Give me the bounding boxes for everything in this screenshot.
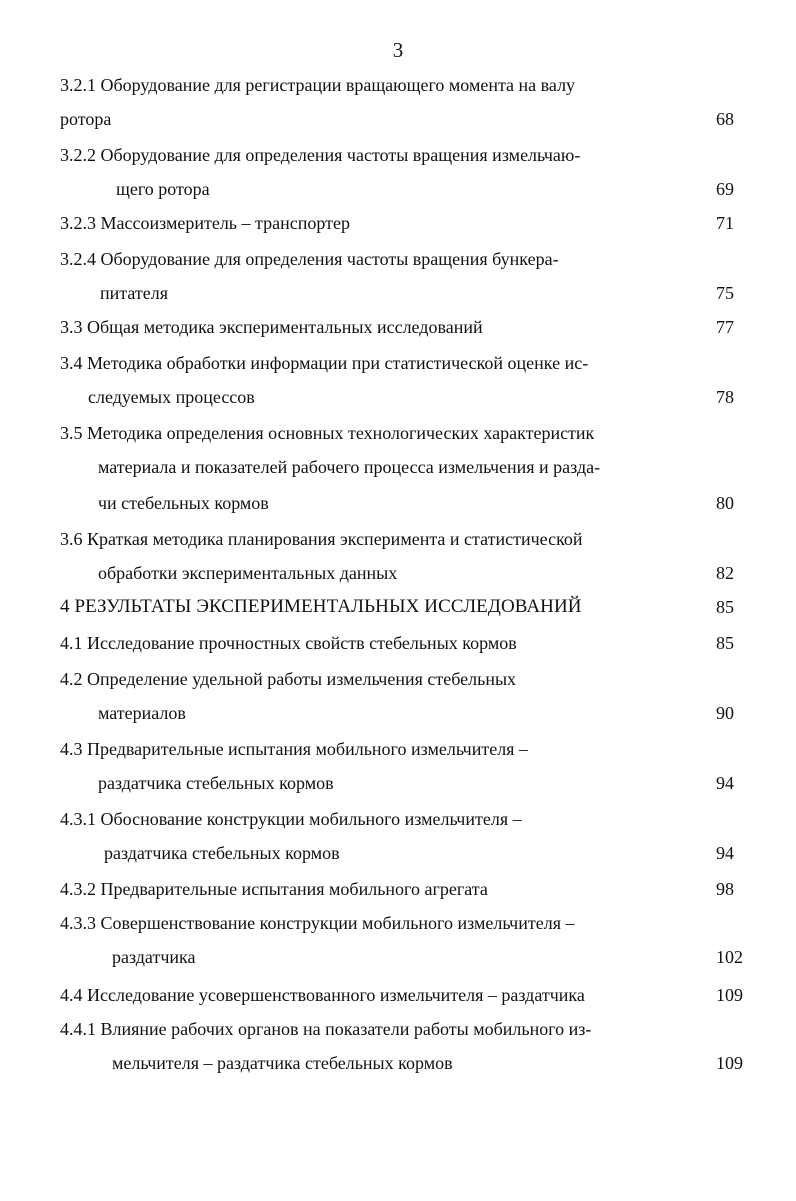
toc-entry-4-4-line1: 4.4 Исследование усовершенствованного измельчителя – раздатчика bbox=[60, 985, 585, 1005]
toc-entry-3-2-2-page: 69 bbox=[716, 179, 734, 199]
toc-entry-4-3-3-line1: 4.3.3 Совершенствование конструкции мобильного измельчителя – bbox=[60, 913, 575, 933]
toc-entry-3-4-page: 78 bbox=[716, 387, 734, 407]
toc-entry-4-line1: 4 РЕЗУЛЬТАТЫ ЭКСПЕРИМЕНТАЛЬНЫХ ИССЛЕДОВАНИЙ bbox=[60, 596, 582, 617]
toc-entry-3-2-2-line2: щего ротора bbox=[116, 179, 210, 199]
toc-entry-3-5-line1: 3.5 Методика определения основных технологических характеристик bbox=[60, 423, 595, 443]
toc-entry-4-4-1-line2: мельчителя – раздатчика стебельных кормов bbox=[112, 1053, 453, 1073]
toc-entry-4-3-line1: 4.3 Предварительные испытания мобильного измельчителя – bbox=[60, 739, 528, 759]
toc-entry-3-3-page: 77 bbox=[716, 317, 734, 337]
toc-entry-3-5-line3: чи стебельных кормов bbox=[98, 493, 269, 513]
toc-entry-3-6-line2: обработки экспериментальных данных bbox=[98, 563, 398, 583]
toc-entry-3-2-2-line1: 3.2.2 Оборудование для определения частоты вращения измельчаю- bbox=[60, 145, 581, 165]
toc-entry-4-page: 85 bbox=[716, 597, 734, 617]
toc-entry-4-3-1-page: 94 bbox=[716, 843, 734, 863]
toc-entry-3-2-1-line1: 3.2.1 Оборудование для регистрации вращающего момента на валу bbox=[60, 75, 576, 95]
toc-entry-3-3-line1: 3.3 Общая методика экспериментальных исследований bbox=[60, 317, 483, 337]
toc-entry-4-2-line1: 4.2 Определение удельной работы измельчения стебельных bbox=[60, 669, 517, 689]
toc-entry-3-2-3-line1: 3.2.3 Массоизмеритель – транспортер bbox=[60, 213, 350, 233]
toc-entry-4-4-page: 109 bbox=[716, 985, 743, 1005]
toc-entry-4-3-1-line1: 4.3.1 Обоснование конструкции мобильного измельчителя – bbox=[60, 809, 522, 829]
toc-entry-3-2-3-page: 71 bbox=[716, 213, 734, 233]
toc-entry-4-3-3-page: 102 bbox=[716, 947, 743, 967]
toc-entry-3-5-line2: материала и показателей рабочего процесса измельчения и разда- bbox=[98, 457, 601, 477]
page-number: 3 bbox=[392, 38, 404, 62]
toc-entry-3-6-page: 82 bbox=[716, 563, 734, 583]
toc-entry-4-3-page: 94 bbox=[716, 773, 734, 793]
toc-entry-3-6-line1: 3.6 Краткая методика планирования эксперимента и статистической bbox=[60, 529, 583, 549]
toc-entry-4-3-line2: раздатчика стебельных кормов bbox=[98, 773, 334, 793]
toc-entry-4-4-1-line1: 4.4.1 Влияние рабочих органов на показатели работы мобильного из- bbox=[60, 1019, 592, 1039]
toc-entry-3-2-4-line2: питателя bbox=[100, 283, 168, 303]
toc-entry-3-2-1-line2: ротора bbox=[60, 109, 112, 129]
toc-entry-3-2-1-page: 68 bbox=[716, 109, 734, 129]
toc-entry-4-2-line2: материалов bbox=[98, 703, 186, 723]
toc-entry-4-3-2-page: 98 bbox=[716, 879, 734, 899]
toc-entry-3-2-4-page: 75 bbox=[716, 283, 734, 303]
toc-entry-4-3-1-line2: раздатчика стебельных кормов bbox=[104, 843, 340, 863]
toc-entry-4-4-1-page: 109 bbox=[716, 1053, 743, 1073]
toc-entry-3-4-line1: 3.4 Методика обработки информации при статистической оценке ис- bbox=[60, 353, 589, 373]
toc-entry-4-1-page: 85 bbox=[716, 633, 734, 653]
toc-entry-4-3-3-line2: раздатчика bbox=[112, 947, 196, 967]
toc-entry-3-5-page: 80 bbox=[716, 493, 734, 513]
toc-entry-3-2-4-line1: 3.2.4 Оборудование для определения частоты вращения бункера- bbox=[60, 249, 559, 269]
toc-entry-4-1-line1: 4.1 Исследование прочностных свойств стебельных кормов bbox=[60, 633, 517, 653]
toc-entry-4-3-2-line1: 4.3.2 Предварительные испытания мобильного агрегата bbox=[60, 879, 488, 899]
toc-entry-3-4-line2: следуемых процессов bbox=[88, 387, 255, 407]
toc-entry-4-2-page: 90 bbox=[716, 703, 734, 723]
